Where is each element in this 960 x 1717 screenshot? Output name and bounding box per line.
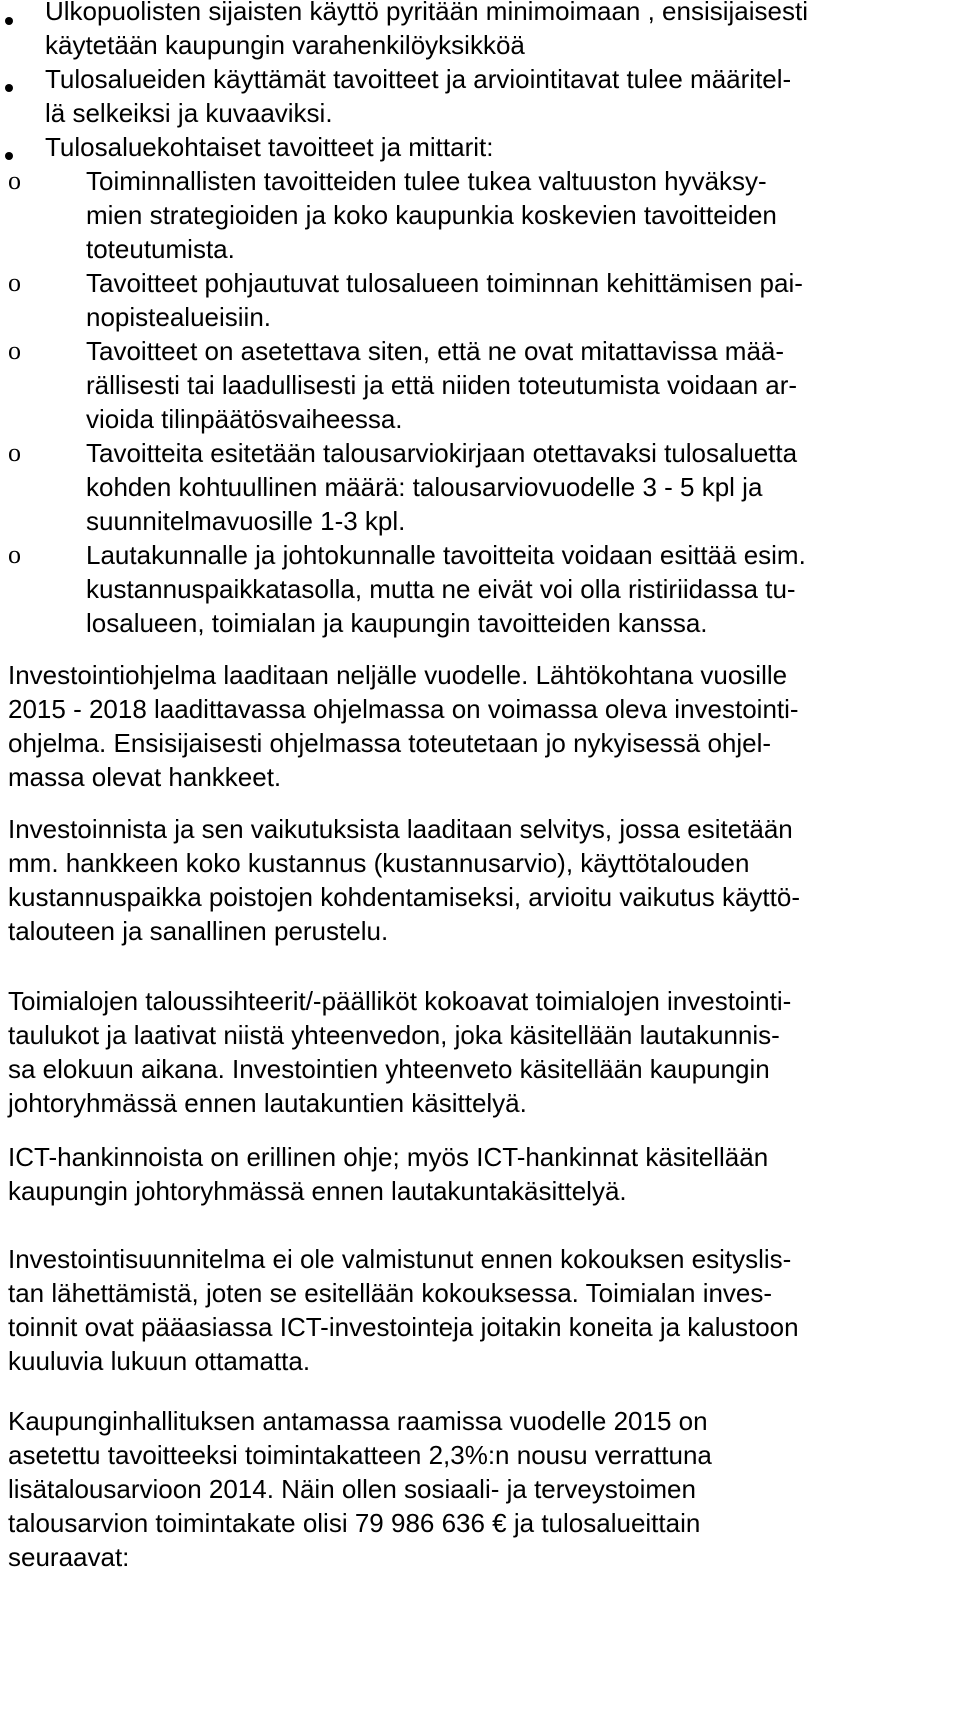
bullet-item-line: Tulosaluekohtaiset tavoitteet ja mittarit: [45,132,494,162]
sub-bullet-marker: o [8,166,21,195]
paragraph-line: Toimialojen taloussihteerit/-päälliköt kokoavat toimialojen investointi- [8,986,792,1016]
sub-item-line: Tavoitteita esitetään talousarviokirjaan otettavaksi tulosaluetta [86,438,798,468]
sub-bullet-marker: o [8,268,21,297]
sub-item-line: toteutumista. [86,234,235,264]
paragraph-line: kustannuspaikka poistojen kohdentamiseksi, arvioitu vaikutus käyttö- [8,882,800,912]
sub-item-line: Toiminnallisten tavoitteiden tulee tukea valtuuston hyväksy- [86,166,767,196]
paragraph-line: taulukot ja laativat niistä yhteenvedon, joka käsitellään lautakunnis- [8,1020,780,1050]
paragraph-line: seuraavat: [8,1542,130,1572]
sub-item-line: Tavoitteet on asetettava siten, että ne ovat mitattavissa mää- [86,336,785,366]
paragraph-line: kaupungin johtoryhmässä ennen lautakuntakäsittelyä. [8,1176,627,1206]
sub-bullet-marker: o [8,438,21,467]
paragraph-line: lisätalousarvioon 2014. Näin ollen sosiaali- ja terveystoimen [8,1474,696,1504]
bullet-item-line: lä selkeiksi ja kuvaaviksi. [45,98,333,128]
sub-item-line: vioida tilinpäätösvaiheessa. [86,404,403,434]
sub-bullet-marker: o [8,540,21,569]
sub-item-line: kustannuspaikkatasolla, mutta ne eivät voi olla ristiriidassa tu- [86,574,796,604]
paragraph-line: Investointisuunnitelma ei ole valmistunut ennen kokouksen esityslis- [8,1244,792,1274]
paragraph-line: talouteen ja sanallinen perustelu. [8,916,389,946]
sub-item-line: mien strategioiden ja koko kaupunkia koskevien tavoitteiden [86,200,777,230]
paragraph-line: kuuluvia lukuun ottamatta. [8,1346,311,1376]
paragraph-line: massa olevat hankkeet. [8,762,282,792]
paragraph-line: ICT-hankinnoista on erillinen ohje; myös ICT-hankinnat käsitellään [8,1142,769,1172]
paragraph-line: Investoinnista ja sen vaikutuksista laaditaan selvitys, jossa esitetään [8,814,793,844]
paragraph-line: Kaupunginhallituksen antamassa raamissa vuodelle 2015 on [8,1406,708,1436]
bullet-item-line: Ulkopuolisten sijaisten käyttö pyritään minimoimaan , ensisijaisesti [45,0,809,26]
bullet-marker [5,152,13,160]
sub-item-line: Tavoitteet pohjautuvat tulosalueen toiminnan kehittämisen pai- [86,268,803,298]
bullet-marker [5,17,13,25]
sub-bullet-marker: o [8,336,21,365]
sub-item-line: kohden kohtuullinen määrä: talousarviovuodelle 3 - 5 kpl ja [86,472,763,502]
paragraph-line: asetettu tavoitteeksi toimintakatteen 2,3%:n nousu verrattuna [8,1440,712,1470]
paragraph-line: ohjelma. Ensisijaisesti ohjelmassa toteutetaan jo nykyisessä ohjel- [8,728,772,758]
bullet-marker [5,84,13,92]
paragraph-line: talousarvion toimintakate olisi 79 986 636 € ja tulosalueittain [8,1508,701,1538]
bullet-item-line: Tulosalueiden käyttämät tavoitteet ja arviointitavat tulee määritel- [45,64,792,94]
paragraph-line: 2015 - 2018 laadittavassa ohjelmassa on voimassa oleva investointi- [8,694,799,724]
paragraph-line: mm. hankkeen koko kustannus (kustannusarvio), käyttötalouden [8,848,750,878]
paragraph-line: Investointiohjelma laaditaan neljälle vuodelle. Lähtökohtana vuosille [8,660,788,690]
sub-item-line: rällisesti tai laadullisesti ja että niiden toteutumista voidaan ar- [86,370,798,400]
paragraph-line: toinnit ovat pääasiassa ICT-investointeja joitakin koneita ja kalustoon [8,1312,799,1342]
sub-item-line: suunnitelmavuosille 1-3 kpl. [86,506,406,536]
paragraph-line: johtoryhmässä ennen lautakuntien käsittelyä. [8,1088,527,1118]
paragraph-line: tan lähettämistä, joten se esitellään kokouksessa. Toimialan inves- [8,1278,773,1308]
sub-item-line: nopistealueisiin. [86,302,272,332]
paragraph-line: sa elokuun aikana. Investointien yhteenveto käsitellään kaupungin [8,1054,770,1084]
bullet-item-line: käytetään kaupungin varahenkilöyksikköä [45,30,525,60]
sub-item-line: Lautakunnalle ja johtokunnalle tavoitteita voidaan esittää esim. [86,540,806,570]
sub-item-line: losalueen, toimialan ja kaupungin tavoitteiden kanssa. [86,608,708,638]
